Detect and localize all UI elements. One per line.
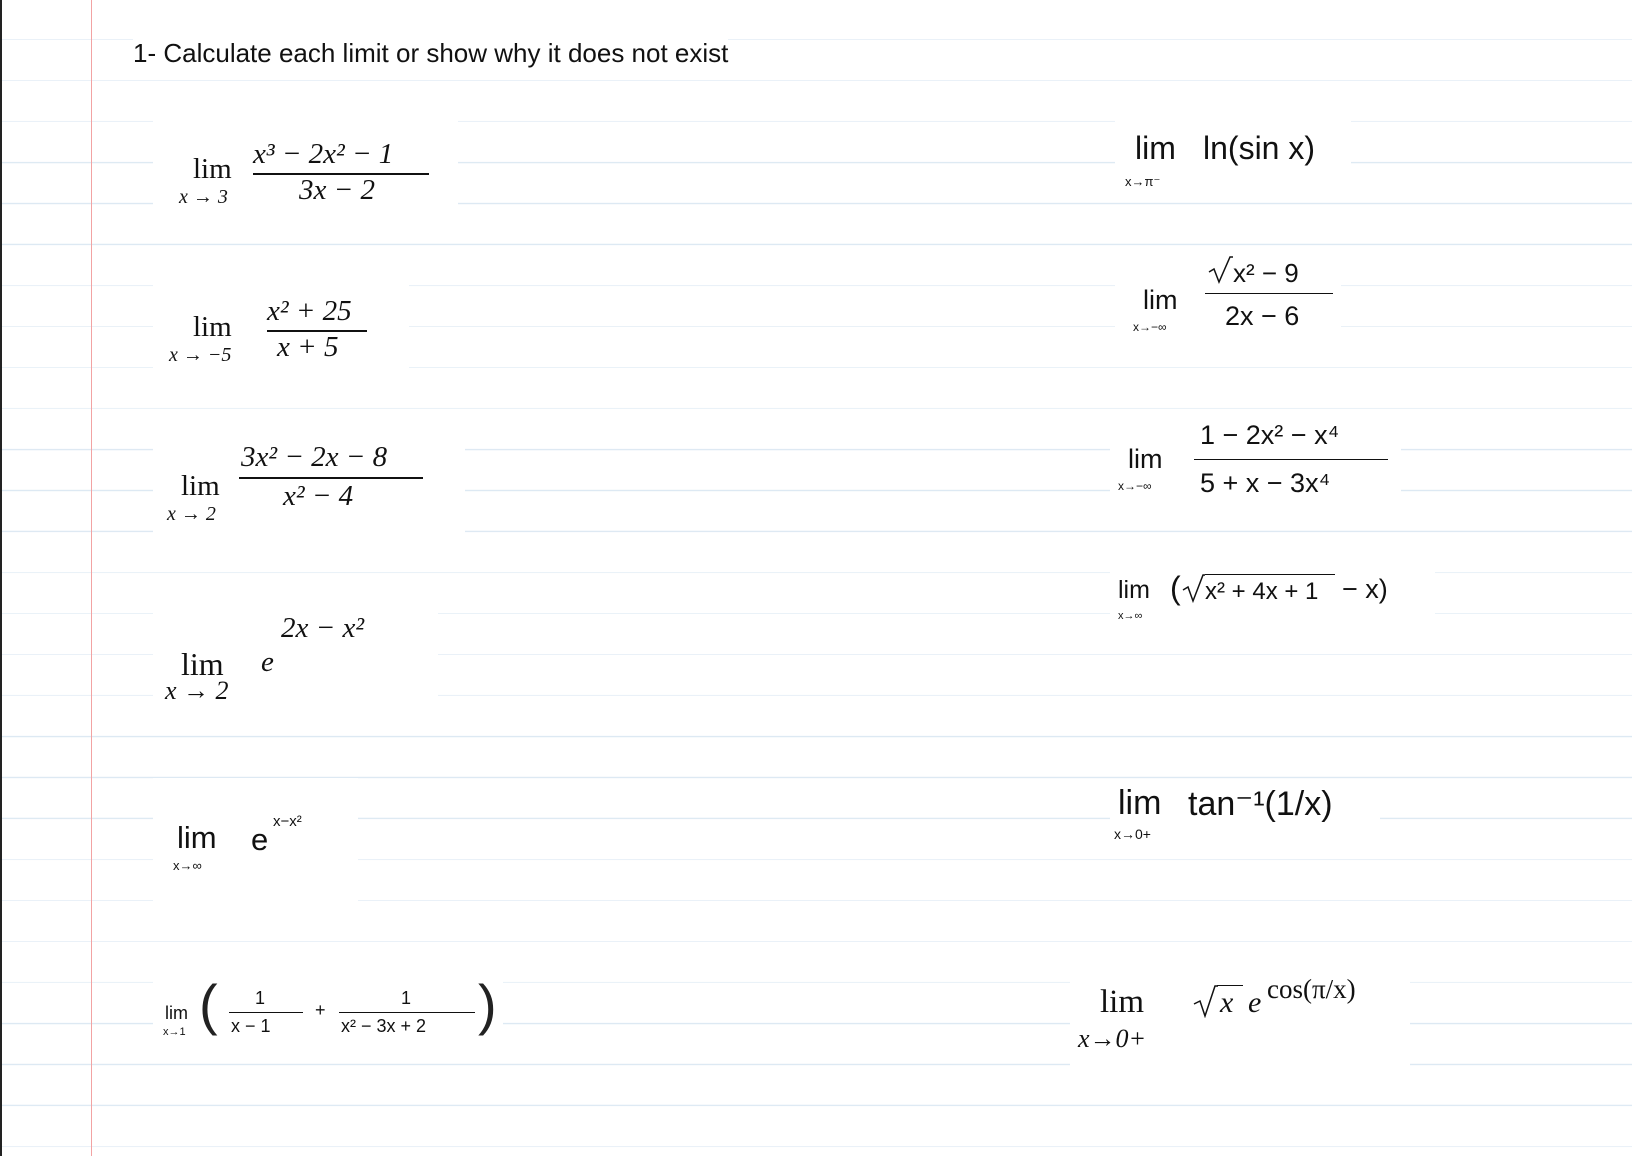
lim-label: lim [193,153,232,185]
margin-line [91,0,92,1156]
denominator: 2x − 6 [1225,301,1300,331]
lim-subscript: x → 3 [179,186,228,208]
numerator-1: 1 [255,988,266,1008]
square-root-sign [1192,984,1218,1018]
lim-subscript: x→∞ [1118,610,1143,622]
expression: ln(sin x) [1203,130,1316,166]
problem-8 [1115,251,1341,361]
fraction-bar-2 [339,1012,475,1013]
lim-subscript: x→−∞ [1118,479,1152,493]
expression: tan⁻¹(1/x) [1188,785,1333,823]
problem-11 [1110,780,1380,858]
denominator: 5 + x − 3x⁴ [1200,468,1331,498]
lim-subscript: x→−∞ [1133,320,1167,334]
problem-7 [1115,116,1351,198]
lim-label: lim [165,1003,188,1023]
denominator: 3x − 2 [299,174,375,206]
exponent: cos(π/x) [1267,974,1356,1004]
numerator: 1 − 2x² − x⁴ [1200,420,1340,450]
page-left-border [0,0,2,1156]
numerator-2: 1 [401,988,412,1008]
problem-3 [153,437,465,552]
problem-4 [153,598,438,723]
lim-label: lim [181,646,224,682]
fraction-bar [1194,459,1388,460]
exercise-heading: 1- Calculate each limit or show why it does not exist [133,38,729,68]
problem-6 [153,958,503,1058]
lim-subscript: x→π⁻ [1125,174,1161,189]
lim-label: lim [1135,130,1176,166]
exponent: 2x − x² [281,612,365,644]
lim-label: lim [1118,576,1150,604]
lim-label: lim [1143,285,1178,315]
lim-subscript: x→0+ [1078,1024,1147,1053]
denominator: x² − 4 [283,480,354,512]
radical-bar [1205,574,1335,575]
denominator: x + 5 [277,331,339,363]
lim-subscript: x→0+ [1114,826,1151,842]
fraction-bar-1 [229,1012,303,1013]
radicand: x [1220,986,1234,1019]
lim-subscript: x → 2 [165,676,229,705]
exp-base: e [251,822,269,857]
square-root-sign [1181,573,1205,605]
open-paren: ( [1170,570,1181,606]
lim-label: lim [181,470,220,502]
lim-subscript: x→∞ [173,858,202,873]
radicand: x² − 9 [1233,258,1299,288]
fraction-bar [239,477,423,479]
lim-subscript: x → 2 [167,503,216,525]
denominator-1: x − 1 [231,1016,271,1036]
exp-base: e [1248,986,1262,1019]
radicand: x² + 4x + 1 [1205,578,1319,605]
exponent: x−x² [273,813,302,830]
denominator-2: x² − 3x + 2 [341,1016,427,1036]
lim-label: lim [1100,984,1145,1020]
exp-base: e [261,646,274,678]
lim-label: lim [1118,784,1162,822]
numerator: 3x² − 2x − 8 [241,441,388,473]
expression-tail: − x) [1342,574,1388,604]
left-paren: ( [199,973,218,1036]
square-root-sign [1207,255,1233,285]
problem-12 [1070,974,1410,1075]
right-paren: ) [478,973,497,1036]
lim-label: lim [177,820,217,855]
lim-subscript: x→1 [163,1026,186,1038]
problem-10 [1110,568,1435,638]
numerator: x² + 25 [267,295,352,327]
numerator: x³ − 2x² − 1 [253,138,394,170]
problem-5 [153,778,358,906]
problem-2 [153,276,409,391]
problem-9 [1110,410,1401,515]
problem-1 [153,118,458,230]
lim-subscript: x → −5 [169,344,232,366]
fraction-bar [1205,293,1333,294]
lim-label: lim [193,311,232,343]
plus-sign: + [315,1000,326,1020]
lim-label: lim [1128,444,1163,474]
